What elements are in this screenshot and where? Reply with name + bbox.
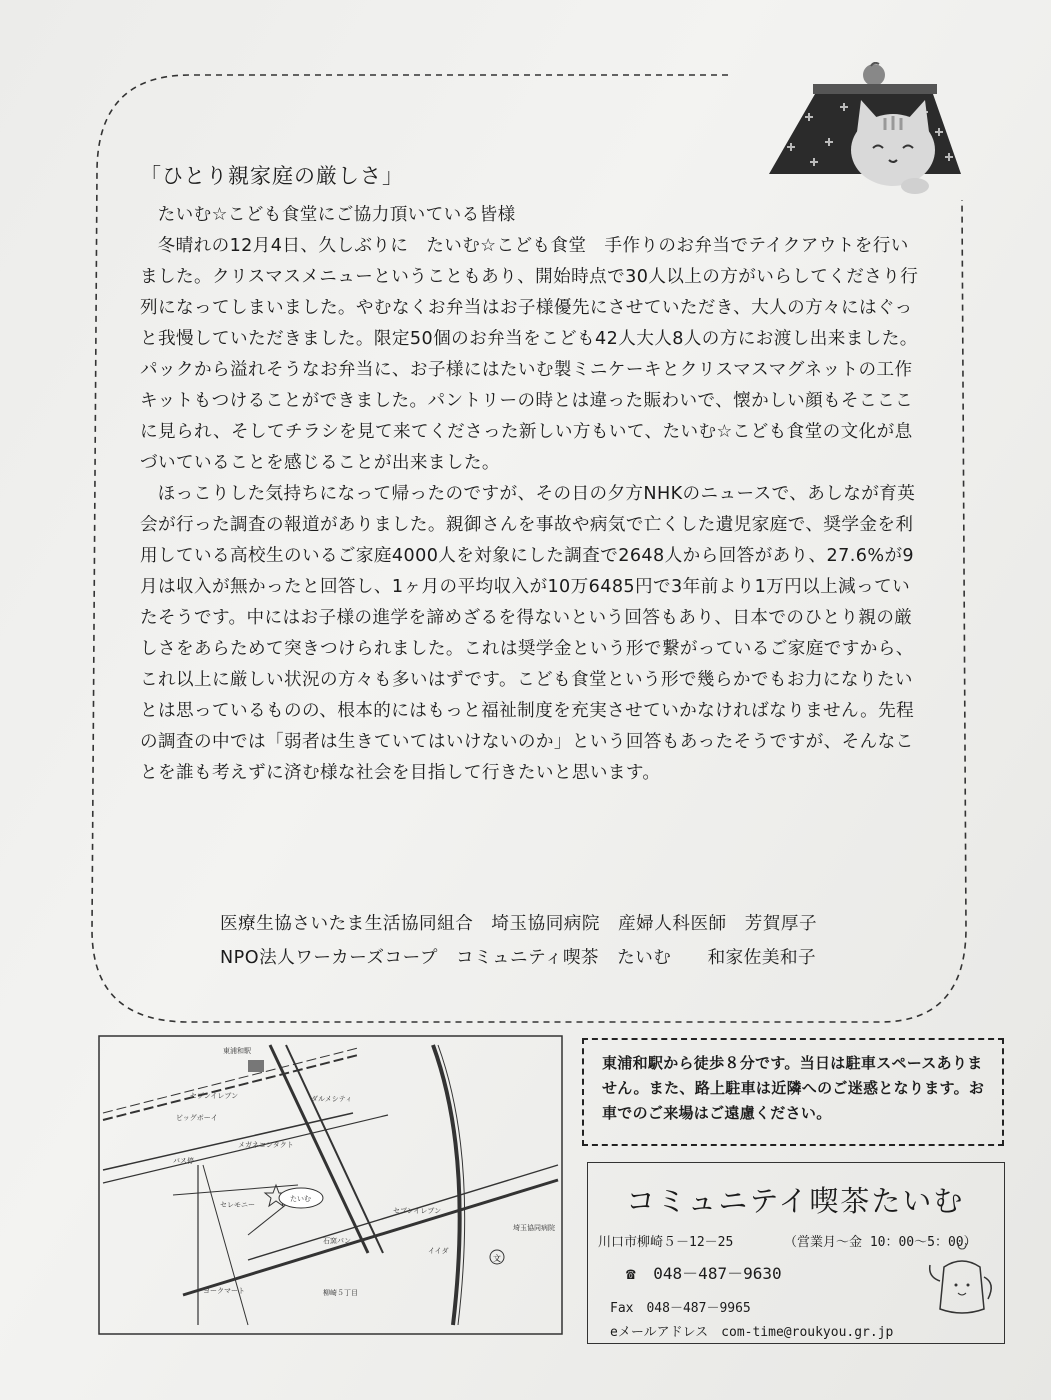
signature-1: 医療生協さいたま生活協同組合 埼玉協同病院 産婦人科医師 芳賀厚子 bbox=[220, 914, 818, 934]
shop-email: eメールアドレス com-time@roukyou.gr.jp bbox=[610, 1325, 894, 1340]
telephone-icon: ☎ bbox=[626, 1264, 636, 1283]
map-label-bus: バス停 bbox=[173, 1157, 194, 1165]
shop-fax: Fax 048－487－9965 bbox=[610, 1301, 751, 1316]
access-map bbox=[98, 1035, 563, 1335]
map-label-iida: イイダ bbox=[428, 1247, 449, 1255]
article-title: 「ひとり親家庭の厳しさ」 bbox=[140, 164, 404, 188]
shop-hours: （営業月～金 10：00～5：00） bbox=[784, 1235, 977, 1250]
parking-notice bbox=[582, 1038, 1004, 1146]
parking-notice-text: 東浦和駅から徒歩８分です。当日は駐車スペースありません。また、路上駐車は近隣へのご迷惑となります。お車でのご来場はご遠慮ください。 bbox=[602, 1054, 985, 1122]
map-label-seven1: セブンイレブン bbox=[190, 1092, 239, 1100]
map-label-station: 東浦和駅 bbox=[223, 1047, 251, 1055]
shop-info-box bbox=[587, 1162, 1005, 1344]
map-label-daruma: ダルメシティ bbox=[311, 1095, 353, 1103]
map-label-yorkmart: ヨークマート bbox=[203, 1287, 245, 1295]
kotatsu-cat-illustration bbox=[765, 62, 965, 202]
map-label-megane: メガネコンタクト bbox=[238, 1141, 294, 1149]
paragraph-1: 冬晴れの12月4日、久しぶりに たいむ☆こども食堂 手作りのお弁当でテイクアウトを行いました。クリスマスメニューということもあり、開始時点で30人以上の方がいらしてくださり行列になってしまいました。やむなくお弁当はお子様優先にさせていただき、大人の方々にはぐっと我慢していただきました。限定50個のお弁当をこども42人大人8人の方にお渡し出来ました。パックから溢れそうなお弁当に、お子様にはたいむ製ミニケーキとクリスマスマグネットの工作キットもつけることができました。パントリーの時とは違った賑わいで、懐かしい顔もそこここに見られ、そしてチラシを見て来てくださった新しい方もいて、たいむ☆こども食堂の文化が息づいていることを感じることが出来ました。 bbox=[140, 236, 919, 473]
signature-2: NPO法人ワーカーズコープ コミュニティ喫茶 たいむ 和家佐美和子 bbox=[220, 948, 817, 968]
map-label-seven2: セブンイレブン bbox=[393, 1207, 442, 1215]
greeting: たいむ☆こども食堂にご協力頂いている皆様 bbox=[157, 205, 516, 225]
shop-tel: 048－487－9630 bbox=[653, 1264, 782, 1283]
map-label-taimu: たいむ bbox=[290, 1195, 311, 1203]
map-label-hospital: 埼玉協同病院 bbox=[513, 1224, 555, 1232]
shop-address: 川口市柳崎５－12－25 bbox=[598, 1235, 734, 1250]
article-body bbox=[140, 200, 920, 789]
map-label-yanagisaki: 柳崎５丁目 bbox=[323, 1289, 358, 1297]
paragraph-2: ほっこりした気持ちになって帰ったのですが、その日の夕方NHKのニュースで、あしなが育英会が行った調査の報道がありました。親御さんを事故や病気で亡くした遺児家庭で、奨学金を利用している高校生のいるご家庭4000人を対象にした調査で2648人から回答があり、27.6%が9月は収入が無かったと回答し、1ヶ月の平均収入が10万6485円で3年前より1万円以上減っていたそうです。中にはお子様の進学を諦めざるを得ないという回答もあり、日本でのひとり親の厳しさをあらためて突きつけられました。これは奨学金という形で繋がっているご家庭ですから、これ以上に厳しい状況の方々も多いはずです。こども食堂という形で幾らかでもお力になりたいとは思っているものの、根本的にはもっと福祉制度を充実させていかなければなりません。先程の調査の中では「弱者は生きていてはいけないのか」という回答もあったそうですが、そんなことを誰も考えずに済む様な社会を目指して行きたいと思います。 bbox=[140, 484, 916, 783]
map-label-bigboy: ビッグボーイ bbox=[176, 1114, 218, 1122]
map-label-ceremony: セレモニー bbox=[220, 1201, 255, 1209]
map-label-bakery: 石窯パン bbox=[323, 1237, 351, 1245]
shop-name: コミュニテイ喫茶たいむ bbox=[626, 1184, 965, 1218]
teapot-icon bbox=[926, 1243, 998, 1321]
school-mark: 文 bbox=[493, 1254, 501, 1263]
